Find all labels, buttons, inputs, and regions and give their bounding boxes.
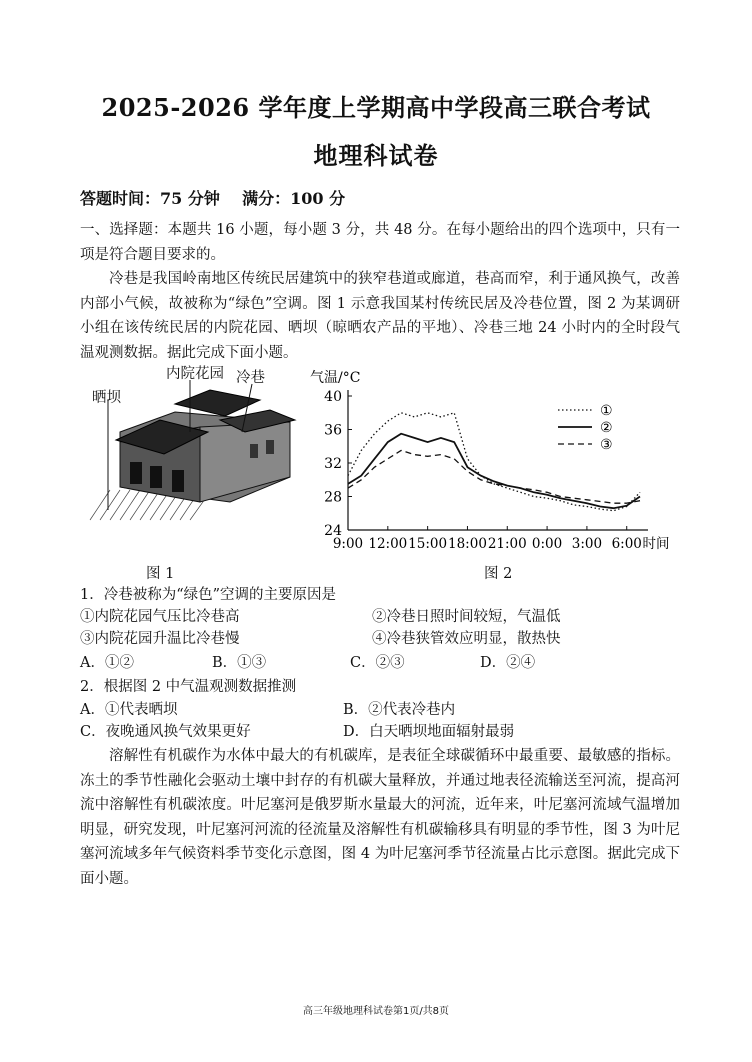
question-2-stem: 2．根据图 2 中气温观测数据推测 xyxy=(80,679,297,695)
series-line-1 xyxy=(348,413,640,511)
fig2-temperature-chart xyxy=(310,362,680,562)
figure-2-caption: 图 2 xyxy=(484,566,513,582)
q1-option-b[interactable]: B．①③ xyxy=(212,655,267,671)
x-tick-label: 3:00 xyxy=(571,536,603,552)
label-drying-yard: 晒坝 xyxy=(92,390,121,406)
x-axis-label: 时间 xyxy=(642,536,670,552)
q2-option-b[interactable]: B．②代表冷巷内 xyxy=(343,702,456,718)
x-tick-label: 9:00 xyxy=(332,536,364,552)
y-tick-label: 32 xyxy=(324,456,342,472)
q2-option-a[interactable]: A．①代表晒坝 xyxy=(80,702,178,718)
subject-title: 地理科试卷 xyxy=(313,141,439,170)
y-tick-label: 28 xyxy=(324,489,342,506)
q1-statement-2: ②冷巷日照时间较短，气温低 xyxy=(372,609,561,625)
x-tick-label: 0:00 xyxy=(531,536,563,552)
q1-statement-1: ①内院花园气压比冷巷高 xyxy=(80,609,240,625)
q2-option-d[interactable]: D．白天晒坝地面辐射最弱 xyxy=(343,724,515,740)
series-line-2 xyxy=(348,434,640,509)
y-tick-label: 24 xyxy=(324,523,342,539)
label-courtyard: 内院花园 xyxy=(166,366,224,382)
x-tick-label: 18:00 xyxy=(448,536,487,552)
legend-label-1: ① xyxy=(600,403,613,419)
passage-1: 冷巷是我国岭南地区传统民居建筑中的狭窄巷道或廊道，巷高而窄，利于通风换气，改善内部小气候，故被称为“绿色”空调。图 1 示意我国某村传统民居及冷巷位置，图 2 为某调研小组在该传统民居的内院花园、晒坝（晾晒农产品的平地）、冷巷三地 24 小时内的全时段气温观测数据。据此完成下面小题。 xyxy=(80,271,680,361)
x-tick-label: 6:00 xyxy=(611,536,642,552)
q1-option-a[interactable]: A．①② xyxy=(80,655,134,671)
series-line-3 xyxy=(348,450,640,503)
exam-title: 2025-2026 学年度上学期高中学段高三联合考试 xyxy=(101,93,651,122)
passage-2: 溶解性有机碳作为水体中最大的有机碳库，是表征全球碳循环中最重要、最敏感的指标。冻土的季节性融化会驱动土壤中封存的有机碳大量释放，并通过地表径流输送至河流，提高河流中溶解性有机碳浓度。叶尼塞河是俄罗斯水量最大的河流，近年来，叶尼塞河流域气温增加明显，研究发现，叶尼塞河河流的径流量及溶解性有机碳输移具有明显的季节性，图 3 为叶尼塞河流域多年气候资料季节变化示意图，图 4 为叶尼塞河季节径流量占比示意图。据此完成下面小题。 xyxy=(80,748,680,887)
q1-option-c[interactable]: C．②③ xyxy=(350,655,405,671)
x-tick-label: 12:00 xyxy=(368,536,408,552)
question-1-stem: 1．冷巷被称为“绿色”空调的主要原因是 xyxy=(80,587,337,603)
legend-label-2: ② xyxy=(600,420,613,436)
legend-label-3: ③ xyxy=(600,437,613,453)
q1-option-d[interactable]: D．②④ xyxy=(480,655,536,671)
y-tick-label: 36 xyxy=(324,422,342,439)
section-intro: 一、选择题：本题共 16 小题，每小题 3 分，共 48 分。在每小题给出的四个选项中，只有一项是符合题目要求的。 xyxy=(80,222,680,263)
label-cold-alley: 冷巷 xyxy=(236,370,265,386)
y-tick-label: 40 xyxy=(324,389,342,405)
y-axis-label: 气温/°C xyxy=(310,370,361,386)
exam-meta: 答题时间：75 分钟 满分：100 分 xyxy=(80,189,346,208)
q2-option-c[interactable]: C．夜晚通风换气效果更好 xyxy=(80,724,251,740)
q1-statement-3: ③内院花园升温比冷巷慢 xyxy=(80,631,240,647)
x-tick-label: 21:00 xyxy=(487,536,527,552)
page-footer: 高三年级地理科试卷第1页/共8页 xyxy=(302,1006,450,1017)
x-tick-label: 15:00 xyxy=(408,536,448,552)
figure-area xyxy=(80,362,680,582)
q1-statement-4: ④冷巷狭管效应明显，散热快 xyxy=(372,631,561,647)
figure-1-caption: 图 1 xyxy=(146,566,175,582)
